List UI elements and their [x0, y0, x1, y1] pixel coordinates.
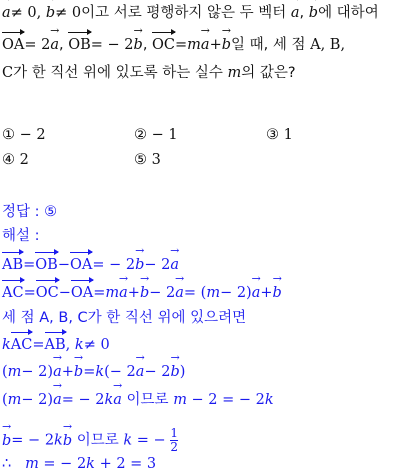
option-2-val: − 1	[151, 127, 178, 143]
vector-b-4: → b	[222, 36, 231, 54]
solution-points-text: 세 점 A, B, C가 한 직선 위에 있으려면	[2, 310, 247, 326]
not-zero-1: ≠ 0,	[10, 5, 42, 21]
vector-a-2: → a	[291, 4, 300, 22]
vector-a-4: → a	[201, 36, 210, 54]
solution-line-1: AB=OB−OA= − 2→ b− 2→ a	[2, 256, 179, 274]
option-2-num: ②	[134, 127, 147, 143]
var-m-2: m	[227, 65, 242, 81]
eq-2a: = 2	[24, 37, 51, 53]
vector-b-3: → b	[134, 36, 143, 54]
problem-line-3	[2, 64, 296, 82]
vector-b-2: → b	[309, 4, 318, 22]
option-1	[2, 126, 46, 144]
option-5-val: 3	[151, 152, 161, 168]
solution-line-4: (m− 2)→ a+→ b=k(− 2→ a− 2→ b)	[2, 363, 185, 381]
option-4	[2, 151, 29, 169]
plus-sign: +	[209, 37, 222, 53]
vector-a: → a	[2, 4, 11, 22]
imeuro-2: 이므로	[76, 432, 119, 449]
option-3	[266, 126, 293, 144]
vector-b: → b	[46, 4, 55, 22]
vector-OB: OB	[68, 37, 91, 53]
option-3-num: ③	[266, 127, 279, 143]
option-1-val: − 2	[19, 127, 46, 143]
explanation-label: 해설 :	[2, 228, 40, 244]
solution-final: ∴ m = − 2k + 2 = 3	[2, 456, 157, 472]
option-2	[134, 126, 178, 144]
problem-text-4: 가 한 직선 위에 있도록 하는 실수	[13, 65, 223, 81]
option-1-num: ①	[2, 127, 15, 143]
option-5-num: ⑤	[134, 152, 147, 168]
option-3-val: 1	[283, 127, 293, 143]
vector-OA: OA	[2, 37, 25, 53]
fraction-one-half: $\frac{1}{2}$	[170, 426, 178, 454]
eq-minus-2b: = − 2	[90, 37, 134, 53]
problem-text-1: 이고 서로 평행하지 않은 두 벡터	[81, 5, 287, 21]
problem-text-3: 일 때, 세 점	[231, 37, 306, 53]
points-AB: A, B,	[310, 37, 346, 53]
option-4-val: 2	[19, 152, 29, 168]
var-m: m	[187, 37, 201, 53]
answer-label: 정답 : ⑤	[2, 204, 58, 220]
not-zero-2: ≠ 0	[55, 5, 82, 21]
eq-sign: =	[175, 37, 188, 53]
solution-line-2: AC=OC−OA=m→ a+→ b− 2→ a= (m− 2)→ a+→ b	[2, 284, 282, 302]
option-5	[134, 151, 161, 169]
point-C: C	[2, 65, 14, 81]
solution-line-6: → b= − 2k→ b 이므로 k = − $\frac{1}{2}$	[2, 427, 178, 454]
solution-line-3: kAC=AB, k≠ 0	[2, 337, 110, 353]
vector-OC: OC	[152, 37, 176, 53]
problem-line-2: OA= 2→ a, OB= − 2→ b, OC=m→ a+→ b일 때, 세 점 A, B,	[2, 36, 345, 54]
problem-text-5: 의 값은?	[241, 65, 296, 81]
vector-a-3: → a	[50, 36, 59, 54]
option-4-num: ④	[2, 152, 15, 168]
problem-text-2: 에 대하여	[318, 5, 379, 21]
imeuro-1: 이므로	[126, 392, 169, 408]
solution-line-5: (m− 2)→ a= − 2k→ a 이므로 m − 2 = − 2k	[2, 391, 274, 409]
problem-line-1: → a≠ 0, → b≠ 0이고 서로 평행하지 않은 두 벡터 → a, → b에 대하여	[2, 4, 379, 22]
